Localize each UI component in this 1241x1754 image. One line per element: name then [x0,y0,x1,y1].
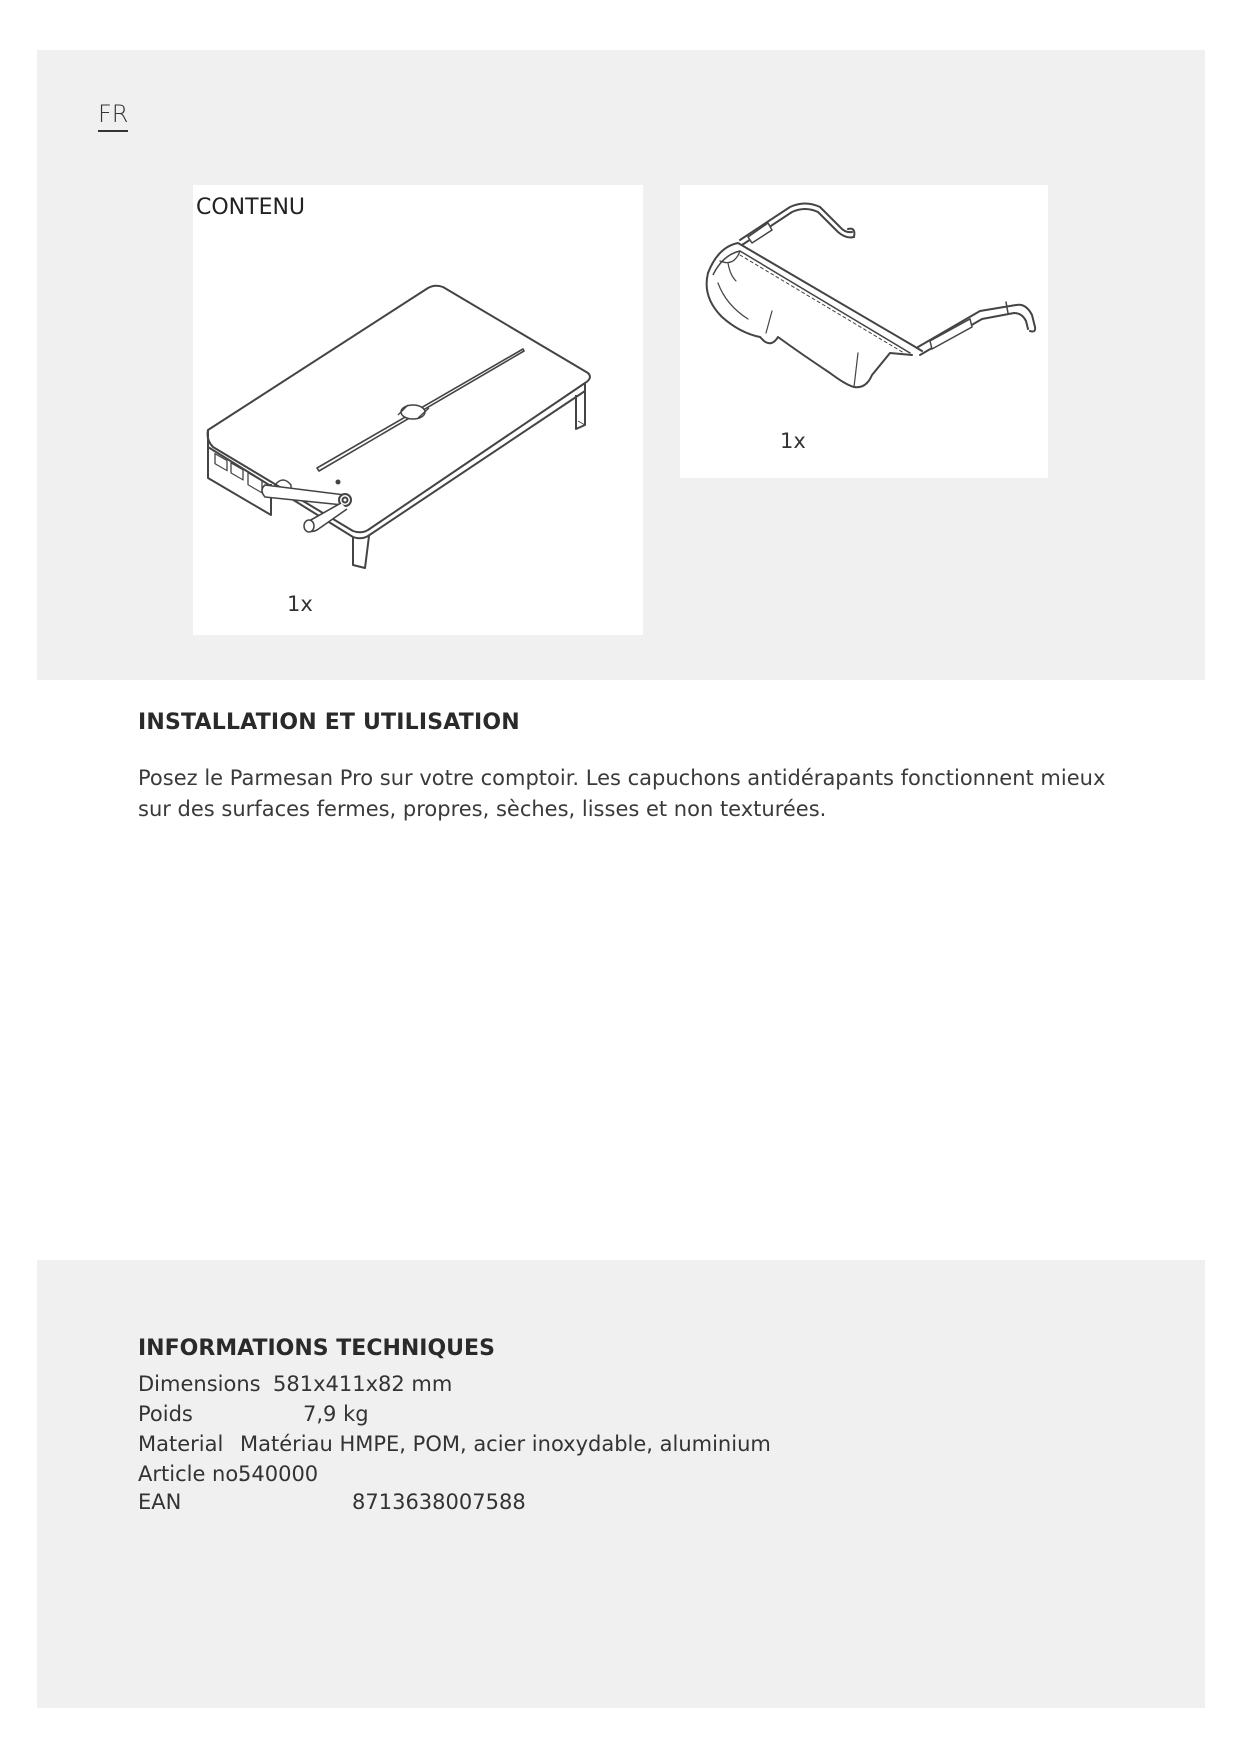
language-label: FR [98,100,128,132]
technical-title: INFORMATIONS TECHNIQUES [138,1336,495,1361]
product-card [680,185,1048,478]
installation-title: INSTALLATION ET UTILISATION [138,710,520,735]
spec-label: Material [138,1432,224,1456]
contents-title: CONTENU [196,195,306,220]
spec-label: Poids [138,1402,193,1426]
spec-value: 7,9 kg [303,1402,369,1426]
spec-value: 540000 [238,1462,319,1486]
spec-label: EAN [138,1490,182,1514]
glasses-quantity: 1x [780,429,806,453]
safety-glasses-icon [680,185,1048,478]
spec-label: Dimensions [138,1372,261,1396]
product-card [193,185,643,635]
spec-value: 8713638007588 [352,1490,526,1514]
cheese-grater-board-icon [193,185,643,635]
board-quantity: 1x [287,592,313,616]
installation-text: Posez le Parmesan Pro sur votre comptoir. Les capuchons antidérapants fonctionnent mieux sur des surfaces fermes, propres, sèches, lisses et non texturées. [138,766,1106,821]
spec-value: Matériau HMPE, POM, acier inoxydable, aluminium [240,1432,771,1456]
spec-label: Article no. [138,1462,245,1486]
spec-value: 581x411x82 mm [273,1372,453,1396]
